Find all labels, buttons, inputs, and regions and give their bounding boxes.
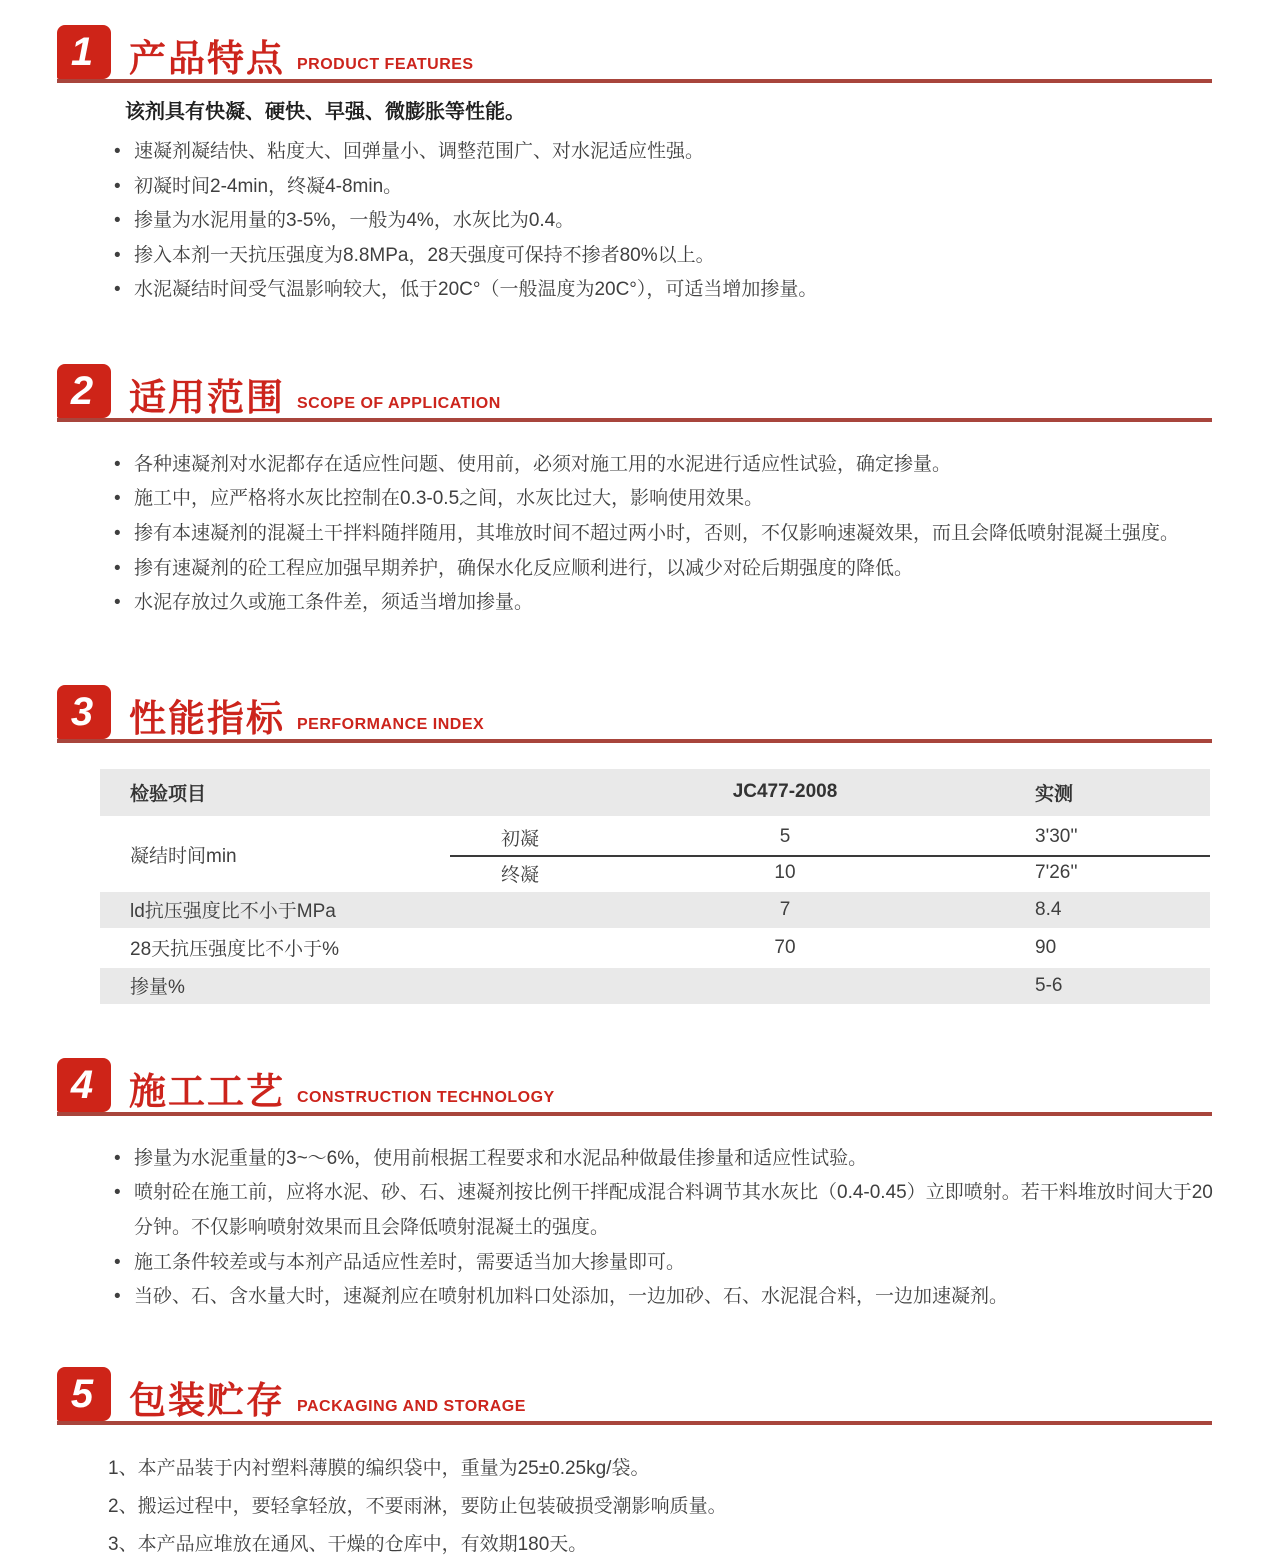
section-2-title: 适用范围 [129, 376, 285, 418]
section-4-number-badge [57, 1058, 111, 1112]
section-4-subtitle: CONSTRUCTION TECHNOLOGY [297, 1088, 555, 1106]
bullet-item: • 掺入本剂一天抗压强度为8.8MPa，28天强度可保持不掺者80%以上。 [112, 239, 1224, 274]
section-3-header [57, 685, 1212, 743]
bullet-item: • 施工条件较差或与本剂产品适应性差时，需要适当加大掺量即可。 [112, 1246, 1224, 1281]
performance-index-table [100, 769, 1210, 1004]
row-label: ld抗压强度比不小于MPa [130, 901, 336, 923]
bullet-item: • 各种速凝剂对水泥都存在适应性问题、使用前，必须对施工用的水泥进行适应性试验，确定掺量。 [112, 448, 1224, 483]
row-label: 28天抗压强度比不小于% [130, 939, 340, 961]
section-number: 1 [70, 30, 94, 74]
section-number: 2 [70, 368, 94, 413]
section-2-number-badge [57, 364, 111, 418]
section-3-title: 性能指标 [129, 697, 285, 739]
section-4-bullet-list [112, 1142, 1224, 1315]
section-3-subtitle: PERFORMANCE INDEX [297, 715, 485, 733]
subrow-label: 初凝 [500, 828, 539, 850]
bullet-item: • 水泥存放过久或施工条件差，须适当增加掺量。 [112, 586, 1224, 621]
table-row [100, 966, 1210, 1004]
numbered-item: 1、本产品装于内衬塑料薄膜的编织袋中，重量为25±0.25kg/袋。 [108, 1457, 650, 1479]
standard-value: 10 [774, 862, 796, 884]
standard-value: 70 [774, 936, 796, 958]
section-1-header [57, 25, 1212, 83]
subrow-label: 终凝 [500, 864, 539, 886]
section-5-header [57, 1367, 1212, 1425]
section-1-intro: 该剂具有快凝、硬快、早强、微膨胀等性能。 [125, 101, 525, 123]
col-header-standard: JC477-2008 [732, 781, 838, 803]
table-subrow-initial-set [450, 820, 1210, 855]
measured-value: 90 [1035, 936, 1057, 958]
measured-value: 5-6 [1035, 974, 1063, 996]
section-number: 3 [70, 689, 94, 734]
numbered-item: 3、本产品应堆放在通风、干燥的仓库中，有效期180天。 [108, 1533, 588, 1555]
section-5-title: 包装贮存 [129, 1379, 285, 1421]
section-5-number-badge [57, 1367, 111, 1421]
section-5-numbered-list [108, 1451, 1224, 1563]
section-4-title: 施工工艺 [129, 1070, 285, 1112]
table-subrow-final-set [450, 855, 1210, 890]
col-header-measured: 实测 [1035, 783, 1074, 805]
numbered-item: 2、搬运过程中，要轻拿轻放，不要雨淋，要防止包装破损受潮影响质量。 [108, 1495, 727, 1517]
standard-value: 7 [779, 898, 791, 920]
col-header-item: 检验项目 [130, 783, 207, 805]
bullet-item: • 掺有本速凝剂的混凝土干拌料随拌随用，其堆放时间不超过两小时，否则，不仅影响速凝效果，而且会降低喷射混凝土强度。 [112, 517, 1224, 552]
bullet-item: • 掺量为水泥重量的3~～6%，使用前根据工程要求和水泥品种做最佳掺量和适应性试验。 [112, 1142, 1224, 1177]
section-2-subtitle: SCOPE OF APPLICATION [297, 394, 501, 412]
bullet-item: • 当砂、石、含水量大时，速凝剂应在喷射机加料口处添加，一边加砂、石、水泥混合料，一边加速凝剂。 [112, 1280, 1224, 1315]
setting-time-label: 凝结时间min [130, 846, 237, 868]
standard-value: 5 [779, 826, 791, 848]
section-2-header [57, 364, 1212, 422]
measured-value: 8.4 [1035, 898, 1062, 920]
measured-value: 7'26'' [1035, 862, 1078, 884]
bullet-item: • 掺有速凝剂的砼工程应加强早期养护，确保水化反应顺利进行，以减少对砼后期强度的降低。 [112, 552, 1224, 587]
bullet-item: • 掺量为水泥用量的3-5%，一般为4%，水灰比为0.4。 [112, 204, 1224, 239]
section-5-subtitle: PACKAGING AND STORAGE [297, 1397, 526, 1415]
section-1-number-badge [57, 25, 111, 79]
section-number: 5 [70, 1371, 94, 1416]
section-4-header [57, 1058, 1212, 1116]
measured-value: 3'30'' [1035, 826, 1078, 848]
section-number: 4 [70, 1062, 94, 1107]
bullet-item: • 速凝剂凝结快、粘度大、回弹量小、调整范围广、对水泥适应性强。 [112, 135, 1224, 170]
table-header-row [100, 769, 1210, 816]
table-row [100, 890, 1210, 928]
bullet-item: • 水泥凝结时间受气温影响较大，低于20C°（一般温度为20C°），可适当增加掺量。 [112, 273, 1224, 308]
row-label: 掺量% [130, 977, 185, 999]
table-row [100, 928, 1210, 966]
bullet-item: • 施工中，应严格将水灰比控制在0.3-0.5之间，水灰比过大，影响使用效果。 [112, 482, 1224, 517]
section-2-bullet-list [112, 448, 1224, 621]
section-3-number-badge [57, 685, 111, 739]
table-row-setting-time [100, 820, 1210, 890]
section-1-bullet-list [112, 135, 1224, 308]
setting-time-subrows [450, 820, 1210, 890]
section-1-subtitle: PRODUCT FEATURES [297, 56, 474, 73]
bullet-item: • 喷射砼在施工前，应将水泥、砂、石、速凝剂按比例干拌配成混合料调节其水灰比（0.4-0.45）立即喷射。若干料堆放时间大于20分钟。不仅影响喷射效果而且会降低喷射混凝土的强度。 [112, 1176, 1224, 1245]
section-1-title: 产品特点 [129, 38, 285, 79]
bullet-item: • 初凝时间2-4min，终凝4-8min。 [112, 170, 1224, 205]
